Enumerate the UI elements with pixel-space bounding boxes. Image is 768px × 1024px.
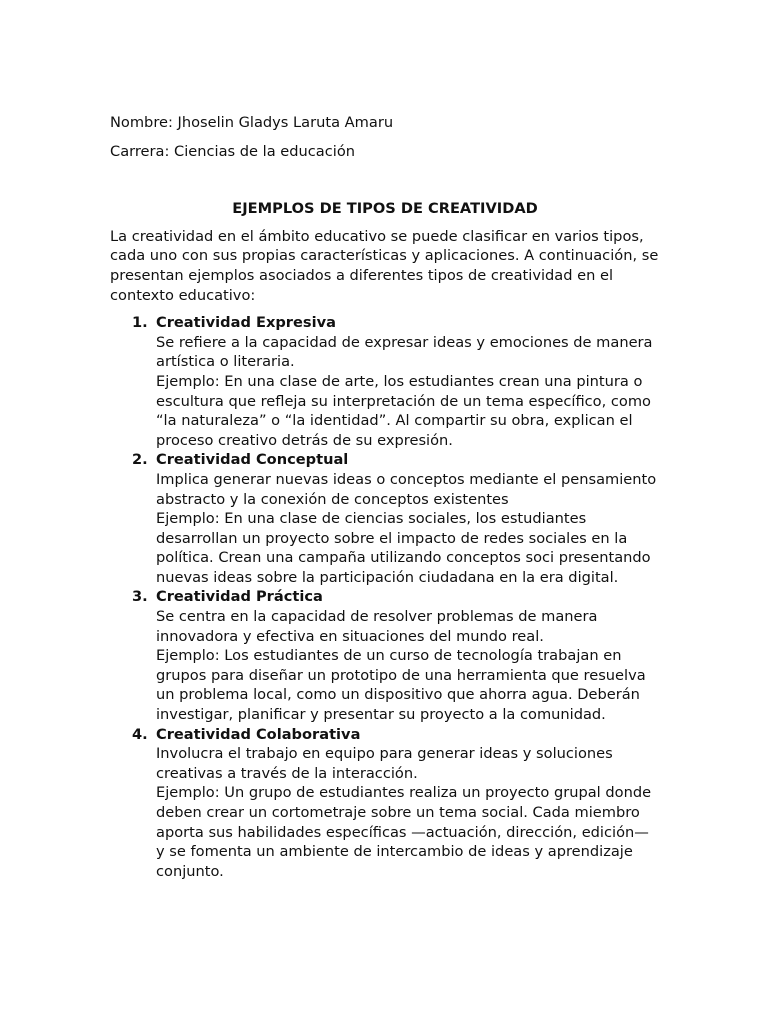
document-page: [110, 113, 660, 881]
student-career: Carrera: Ciencias de la educación: [110, 142, 356, 160]
list-item: [110, 725, 660, 882]
list-item-example: Ejemplo: En una clase de ciencias sociales, los estudiantes desarrollan un proyecto sobre el impacto de redes sociales en la política. Crean una campaña utilizando conceptos soci presentando nuevas ideas sobre la participación ciudadana en la era digital.: [156, 510, 651, 586]
list-item-example: Ejemplo: Un grupo de estudiantes realiza un proyecto grupal donde deben crear un cortometraje sobre un tema social. Cada miembro aporta sus habilidades específicas —actuación, dirección, edición— y se fomenta un ambiente de intercambio de ideas y aprendizaje conjunto.: [156, 784, 652, 880]
intro-paragraph: La creatividad en el ámbito educativo se puede clasificar en varios tipos, cada uno con sus propias características y aplicaciones. A continuación, se presentan ejemplos asociados a diferentes tipos de creatividad en el contexto educativo:: [110, 227, 659, 304]
list-item-description: Se refiere a la capacidad de expresar ideas y emociones de manera artística o literaria.: [156, 333, 653, 371]
document-title: EJEMPLOS DE TIPOS DE CREATIVIDAD: [232, 200, 538, 218]
list-item-title: Creatividad Conceptual: [156, 451, 349, 469]
list-item-description: Involucra el trabajo en equipo para generar ideas y soluciones creativas a través de la interacción.: [156, 745, 613, 782]
list-item-title: Creatividad Colaborativa: [156, 725, 361, 743]
list-item-title: Creatividad Expresiva: [156, 314, 336, 332]
list-item: [110, 313, 660, 450]
creativity-types-list: [110, 313, 660, 881]
list-item-example: Ejemplo: Los estudiantes de un curso de tecnología trabajan en grupos para diseñar un prototipo de una herramienta que resuelva un problema local, como un dispositivo que ahorra agua. Deberán investigar, planificar y presentar su proyecto a la comunidad.: [156, 647, 646, 724]
list-item: [110, 450, 660, 587]
list-item-example: Ejemplo: En una clase de arte, los estudiantes crean una pintura o escultura que refleja su interpretación de un tema específico, como “la naturaleza” o “la identidad”. Al compartir su obra, explican el proceso creativo detrás de su expresión.: [156, 372, 651, 449]
list-item-number: 1.: [132, 314, 148, 332]
list-item: [110, 587, 660, 724]
list-item-number: 3.: [132, 588, 148, 606]
list-item-number: 2.: [132, 451, 148, 469]
list-item-description: Implica generar nuevas ideas o conceptos mediante el pensamiento abstracto y la conexión de conceptos existentes: [156, 470, 657, 508]
student-name: Nombre: Jhoselin Gladys Laruta Amaru: [110, 114, 394, 131]
list-item-title: Creatividad Práctica: [156, 588, 323, 606]
list-item-number: 4.: [132, 725, 148, 743]
list-item-description: Se centra en la capacidad de resolver problemas de manera innovadora y efectiva en situaciones del mundo real.: [156, 608, 598, 645]
